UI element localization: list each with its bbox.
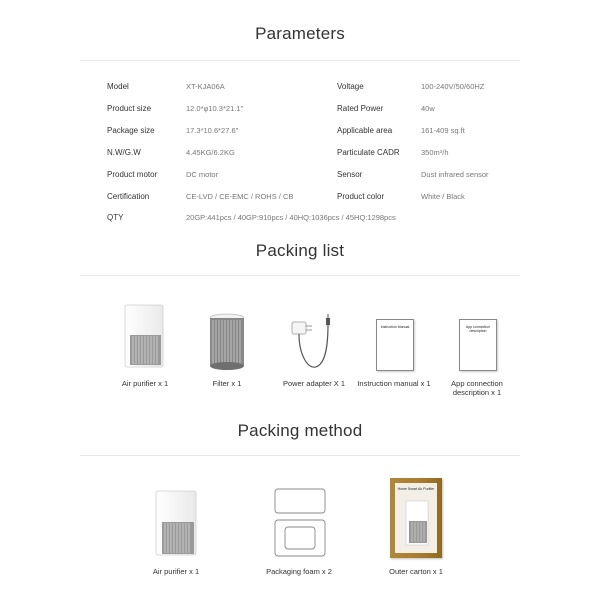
parameters-divider — [80, 60, 520, 61]
packing-list-caption-power-adapter: Power adapter X 1 — [282, 379, 346, 388]
packing-method-caption-air-purifier: Air purifier x 1 — [152, 567, 200, 576]
param-label-motor: Product motor — [107, 170, 158, 179]
outer-carton-image — [390, 478, 442, 558]
param-value-model: XT-KJA06A — [186, 82, 225, 91]
param-value-voltage: 100-240V/50/60HZ — [421, 82, 485, 91]
packing-list-caption-filter: Filter x 1 — [212, 379, 242, 388]
instruction-manual-image — [376, 319, 414, 371]
filter-image — [205, 312, 249, 372]
param-label-voltage: Voltage — [337, 82, 364, 91]
app-connection-cover-text: App connection description — [465, 325, 491, 333]
air-purifier-image-2 — [150, 488, 202, 560]
param-label-model: Model — [107, 82, 129, 91]
param-label-weight: N.W/G.W — [107, 148, 141, 157]
packing-method-caption-outer-carton: Outer carton x 1 — [389, 567, 443, 576]
carton-label — [395, 483, 437, 553]
packing-list-caption-instruction-manual: Instruction manual x 1 — [357, 379, 431, 388]
app-connection-doc-image — [459, 319, 497, 371]
param-value-applicable-area: 161-409 sq.ft — [421, 126, 465, 135]
param-value-cadr: 350m³/h — [421, 148, 449, 157]
param-value-package-size: 17.3*10.6*27.6″ — [186, 126, 239, 135]
param-label-applicable-area: Applicable area — [337, 126, 393, 135]
carton-purifier-picture — [404, 499, 430, 547]
carton-label-text: Home Smart Air Purifier — [397, 487, 435, 491]
packing-list-divider — [80, 275, 520, 276]
param-label-rated-power: Rated Power — [337, 104, 384, 113]
param-value-rated-power: 40w — [421, 104, 435, 113]
param-value-sensor: Dust infrared sensor — [421, 170, 489, 179]
packing-list-caption-app-connection: App connection description x 1 — [451, 379, 503, 397]
packing-method-caption-packaging-foam: Packaging foam x 2 — [266, 567, 332, 576]
param-label-package-size: Package size — [107, 126, 155, 135]
param-value-product-size: 12.0*φ10.3*21.1″ — [186, 104, 244, 113]
param-label-product-size: Product size — [107, 104, 152, 113]
param-value-motor: DC motor — [186, 170, 219, 179]
packaging-foam-image — [268, 486, 334, 562]
param-label-product-color: Product color — [337, 192, 385, 201]
packing-method-divider — [80, 455, 520, 456]
param-label-qty: QTY — [107, 213, 124, 222]
power-adapter-image — [288, 314, 338, 374]
parameters-title: Parameters — [255, 24, 345, 43]
param-label-certification: Certification — [107, 192, 150, 201]
param-value-certification: CE-LVD / CE-EMC / ROHS / CB — [186, 192, 294, 201]
air-purifier-image — [120, 300, 170, 370]
param-value-product-color: White / Black — [421, 192, 465, 201]
packing-method-title: Packing method — [237, 421, 363, 440]
instruction-manual-cover-text: Instruction Manual — [380, 325, 410, 329]
param-value-qty: 20GP:441pcs / 40GP:910pcs / 40HQ:1036pcs / 45HQ:1298pcs — [186, 213, 396, 222]
param-label-sensor: Sensor — [337, 170, 363, 179]
packing-list-title: Packing list — [255, 241, 345, 260]
packing-list-caption-air-purifier: Air purifier x 1 — [121, 379, 169, 388]
param-label-cadr: Particulate CADR — [337, 148, 400, 157]
param-value-weight: 4.45KG/6.2KG — [186, 148, 235, 157]
